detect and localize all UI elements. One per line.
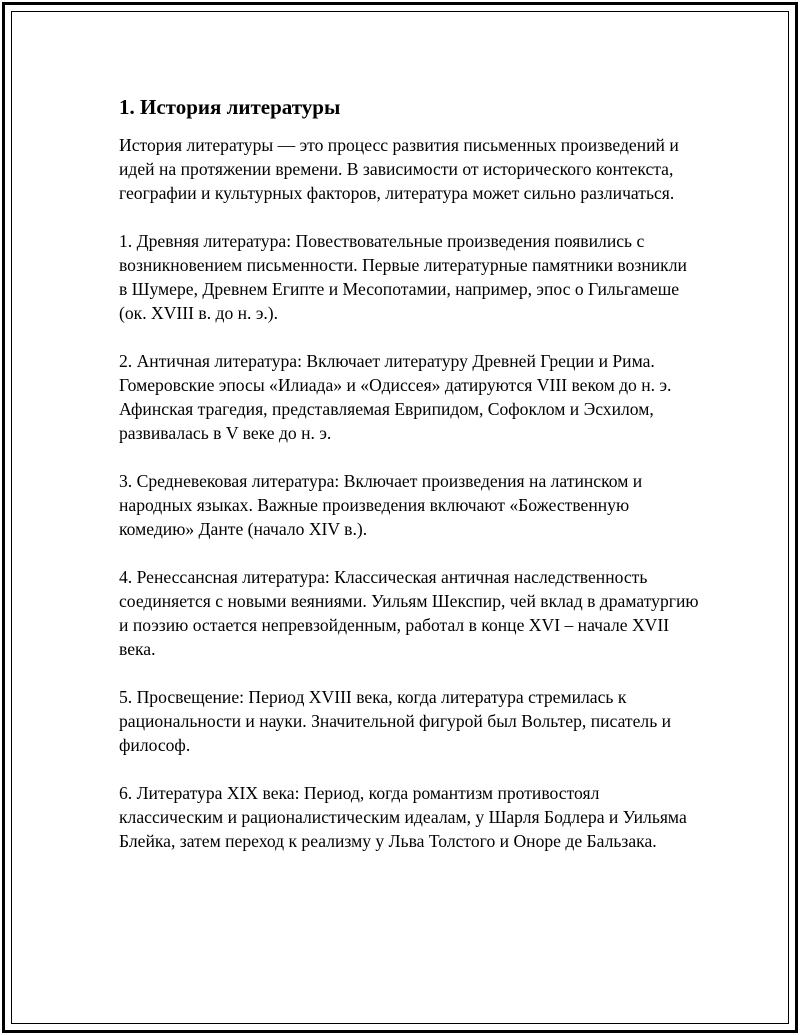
intro-paragraph: История литературы — это процесс развития письменных произведений и идей на протяжении времени. В зависимости от исторического контекста, географии и культурных факторов, литература может сильно различаться. [119, 135, 679, 203]
paragraph-medieval-literature: 3. Средневековая литература: Включает произведения на латинском и народных языках. Важные произведения включают «Божественную комедию» Данте (начало XIV в.). [119, 471, 643, 539]
paragraph-antique-literature: 2. Античная литература: Включает литературу Древней Греции и Рима. Гомеровские эпосы «Илиада» и «Одиссея» датируются VIII веком до н. э. Афинская трагедия, представляемая Еврипидом, Софоклом и Эсхилом, развивалась в V веке до н. э. [119, 351, 672, 443]
section-heading: 1. История литературы [119, 95, 341, 119]
paragraph-19th-century-literature: 6. Литература XIX века: Период, когда романтизм противостоял классическим и рационалистическим идеалам, у Шарля Бодлера и Уильяма Блейка, затем переход к реализму у Льва Толстого и Оноре де Бальзака. [119, 783, 687, 851]
paragraph-renaissance-literature: 4. Ренессансная литература: Классическая античная наследственность соединяется с новыми веяниями. Уильям Шекспир, чей вклад в драматургию и поэзию остается непревзойденным, работал в конце XVI – начале XVII века. [119, 567, 699, 659]
document-body [119, 93, 699, 877]
paragraph-ancient-literature: 1. Древняя литература: Повествовательные произведения появились с возникновением письменности. Первые литературные памятники возникли в Шумере, Древнем Египте и Месопотамии, например, эпос о Гильгамеше (ок. XVIII в. до н. э.). [119, 231, 687, 323]
paragraph-enlightenment: 5. Просвещение: Период XVIII века, когда литература стремилась к рациональности и науки. Значительной фигурой был Вольтер, писатель и философ. [119, 687, 672, 755]
